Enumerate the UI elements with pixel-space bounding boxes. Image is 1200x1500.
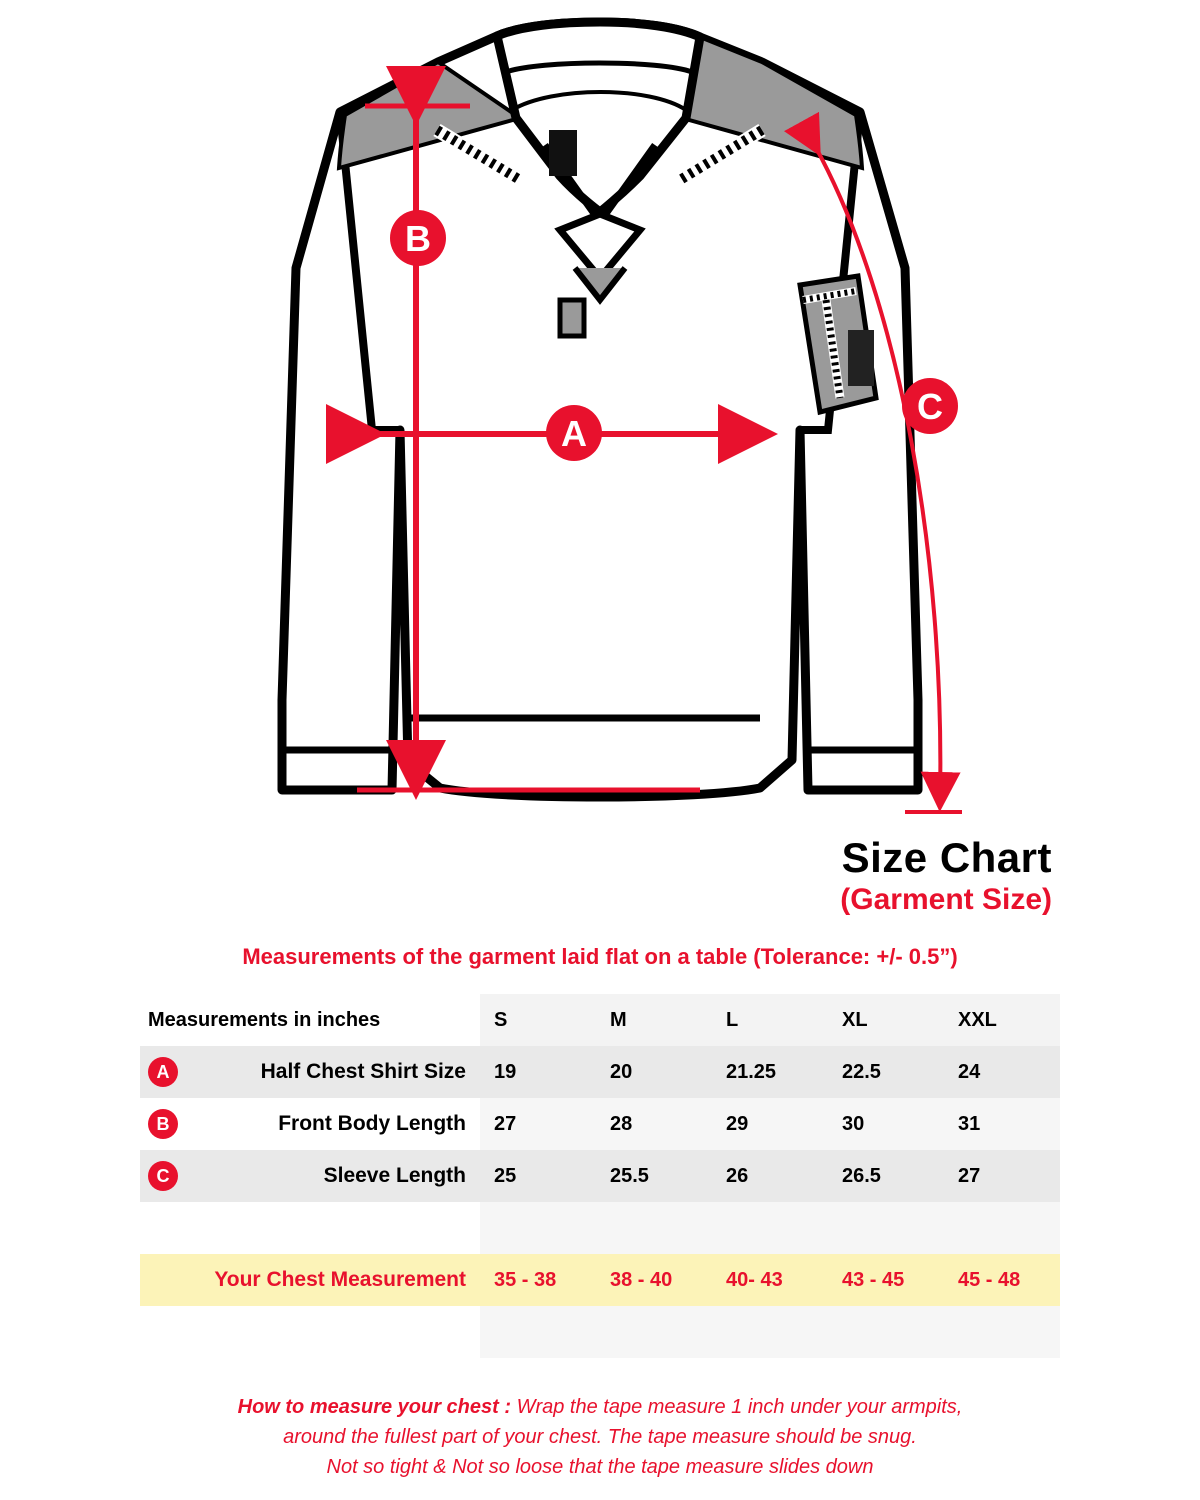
row-label-text: Sleeve Length <box>323 1164 466 1187</box>
cell-front-body-s: 27 <box>480 1098 596 1150</box>
cell-half-chest-xl: 22.5 <box>828 1046 944 1098</box>
header-size-xl: XL <box>828 994 944 1046</box>
cell-your-chest-m: 38 - 40 <box>596 1254 712 1306</box>
header-size-s: S <box>480 994 596 1046</box>
row-label-front-body-length <box>140 1098 480 1150</box>
spacer-cell <box>596 1306 712 1358</box>
spacer-cell <box>944 1202 1060 1254</box>
table-spacer-row <box>140 1202 1060 1254</box>
page-subtitle: (Garment Size) <box>840 883 1052 916</box>
howto-text-3: Not so tight & Not so loose that the tape measure slides down <box>326 1456 874 1478</box>
row-label-your-chest: Your Chest Measurement <box>140 1254 480 1306</box>
cell-your-chest-l: 40- 43 <box>712 1254 828 1306</box>
cell-sleeve-l: 26 <box>712 1150 828 1202</box>
cell-your-chest-xxl: 45 - 48 <box>944 1254 1060 1306</box>
spacer-cell <box>480 1202 596 1254</box>
tolerance-note: Measurements of the garment laid flat on a table (Tolerance: +/- 0.5”) <box>242 944 958 969</box>
cell-half-chest-l: 21.25 <box>712 1046 828 1098</box>
row-label-sleeve-length <box>140 1150 480 1202</box>
spacer-cell <box>596 1202 712 1254</box>
header-size-xxl: XXL <box>944 994 1060 1046</box>
cell-front-body-m: 28 <box>596 1098 712 1150</box>
svg-text:C: C <box>917 386 943 427</box>
spacer-cell <box>828 1306 944 1358</box>
table-row <box>140 1150 1060 1202</box>
spacer-cell <box>140 1306 480 1358</box>
spacer-cell <box>140 1202 480 1254</box>
header-measurements: Measurements in inches <box>148 1008 381 1031</box>
cell-sleeve-m: 25.5 <box>596 1150 712 1202</box>
row-label-text: Half Chest Shirt Size <box>260 1060 466 1083</box>
row-label-text: Front Body Length <box>278 1112 466 1135</box>
svg-text:B: B <box>405 218 431 259</box>
table-row-highlight <box>140 1254 1060 1306</box>
header-size-m: M <box>596 994 712 1046</box>
table-row <box>140 1098 1060 1150</box>
cell-sleeve-xxl: 27 <box>944 1150 1060 1202</box>
cell-half-chest-m: 20 <box>596 1046 712 1098</box>
howto-line-1 <box>0 1392 1200 1422</box>
howto-lead: How to measure your chest : <box>237 1396 512 1418</box>
howto-text-2: around the fullest part of your chest. The tape measure should be snug. <box>283 1426 917 1448</box>
cell-sleeve-s: 25 <box>480 1150 596 1202</box>
marker-badge-a: A <box>148 1057 178 1087</box>
howto-text-1: Wrap the tape measure 1 inch under your armpits, <box>511 1396 963 1418</box>
cell-your-chest-xl: 43 - 45 <box>828 1254 944 1306</box>
cell-half-chest-xxl: 24 <box>944 1046 1060 1098</box>
size-chart-table <box>140 994 1060 1358</box>
cell-front-body-xxl: 31 <box>944 1098 1060 1150</box>
cell-your-chest-s: 35 - 38 <box>480 1254 596 1306</box>
marker-badge-c: C <box>148 1161 178 1191</box>
svg-text:A: A <box>561 413 587 454</box>
table-spacer-row-bottom <box>140 1306 1060 1358</box>
table-header-row <box>140 994 1060 1046</box>
chart-title-block <box>0 834 1200 918</box>
header-size-l: L <box>712 994 828 1046</box>
cell-front-body-l: 29 <box>712 1098 828 1150</box>
spacer-cell <box>944 1306 1060 1358</box>
spacer-cell <box>480 1306 596 1358</box>
cell-sleeve-xl: 26.5 <box>828 1150 944 1202</box>
page-title: Size Chart <box>841 834 1052 881</box>
spacer-cell <box>712 1202 828 1254</box>
how-to-measure-note <box>0 1392 1200 1482</box>
spacer-cell <box>712 1306 828 1358</box>
marker-badge-b: B <box>148 1109 178 1139</box>
cell-half-chest-s: 19 <box>480 1046 596 1098</box>
row-label-half-chest <box>140 1046 480 1098</box>
spacer-cell <box>828 1202 944 1254</box>
table-row <box>140 1046 1060 1098</box>
cell-front-body-xl: 30 <box>828 1098 944 1150</box>
